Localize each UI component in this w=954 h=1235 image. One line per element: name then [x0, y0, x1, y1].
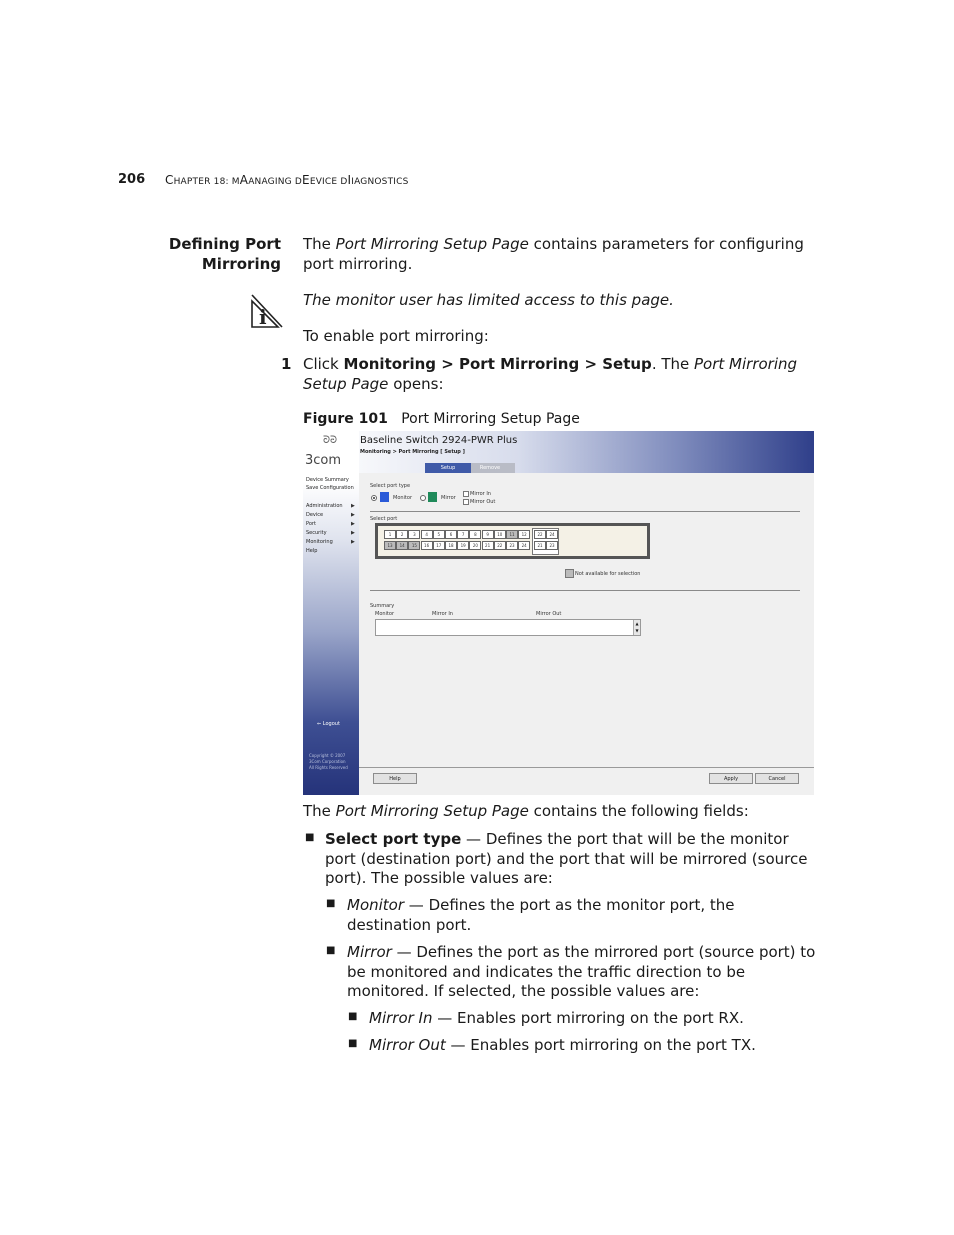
bullet3-text: — Defines the port as the mirrored port (source port) to be monitored and indicates the traffic direction to be monitored. If selected, the possible values are: — [347, 943, 816, 1000]
fields-intro — [303, 802, 749, 822]
bullet-mirror-out — [369, 1036, 756, 1056]
port-23[interactable]: 23 — [546, 541, 558, 550]
port-19[interactable]: 19 — [457, 541, 469, 550]
chevron-right-icon: ▶ — [351, 539, 355, 545]
intro-post: contains parameters for configuring port mirroring. — [303, 235, 804, 273]
port-4[interactable]: 4 — [421, 530, 433, 539]
apply-button[interactable]: Apply — [709, 773, 753, 784]
port-17[interactable]: 17 — [433, 541, 445, 550]
copyright-line3: All Rights Reserved — [309, 765, 348, 770]
page-number: 206 — [118, 172, 146, 187]
port-18[interactable]: 18 — [445, 541, 457, 550]
screenshot-sidebar — [303, 431, 359, 795]
chapter-header-d: E — [302, 173, 310, 187]
port-22[interactable]: 22 — [534, 530, 546, 539]
copyright — [309, 753, 348, 771]
step-mid: . The — [651, 355, 695, 373]
port-8[interactable]: 8 — [469, 530, 481, 539]
cancel-button[interactable]: Cancel — [755, 773, 799, 784]
monitor-label: Monitor — [393, 495, 413, 501]
port-23[interactable]: 23 — [506, 541, 518, 550]
bullet-marker: ■ — [305, 832, 315, 843]
port-12[interactable]: 12 — [518, 530, 530, 539]
note-text: The monitor user has limited access to this page. — [303, 291, 674, 309]
chevron-right-icon: ▶ — [351, 521, 355, 527]
port-panel — [375, 523, 650, 559]
mirror-out-label: Mirror Out — [470, 499, 496, 505]
port-15[interactable]: 15 — [408, 541, 420, 550]
figure-title: Port Mirroring Setup Page — [401, 411, 580, 427]
sidebar-link-device-summary[interactable]: Device Summary — [306, 477, 349, 483]
copyright-line1: Copyright © 2007 — [309, 753, 346, 758]
bullet2-italic: Monitor — [347, 896, 405, 914]
tab-setup[interactable]: Setup — [425, 463, 471, 473]
bullet1-text: — Defines the port that will be the monitor port (destination port) and the port that will be mirrored (source port). The possible values are: — [325, 830, 808, 887]
section-heading-line2: Mirroring — [201, 254, 281, 273]
step-post: opens: — [388, 374, 444, 393]
intro-italic: Port Mirroring Setup Page — [335, 235, 529, 253]
port-3[interactable]: 3 — [408, 530, 420, 539]
port-20[interactable]: 20 — [469, 541, 481, 550]
bullet1-bold: Select port type — [325, 830, 462, 848]
bullet-mirror-in — [369, 1009, 744, 1029]
fields-italic: Port Mirroring Setup Page — [335, 802, 529, 820]
sidebar-link-administration[interactable]: Administration — [306, 503, 343, 509]
logo-swirl-icon: ᘐᘒ — [323, 435, 338, 446]
chapter-header-sc1: HAPTER 18: M — [173, 177, 240, 187]
divider — [370, 590, 800, 591]
chevron-right-icon: ▶ — [351, 503, 355, 509]
select-port-label: Select port — [370, 516, 398, 522]
port-16[interactable]: 16 — [421, 541, 433, 550]
step-pre: Click — [303, 355, 344, 373]
col-monitor: Monitor — [375, 611, 395, 617]
port-10[interactable]: 10 — [494, 530, 506, 539]
sidebar-link-security[interactable]: Security — [306, 530, 327, 536]
enable-text: To enable port mirroring: — [303, 327, 489, 345]
col-mirror-in: Mirror In — [432, 611, 453, 617]
sidebar-link-monitoring[interactable]: Monitoring — [306, 539, 333, 545]
port-5[interactable]: 5 — [433, 530, 445, 539]
step-number: 1 — [281, 355, 292, 373]
monitor-color-swatch — [380, 492, 389, 502]
select-port-type-label: Select port type — [370, 483, 411, 489]
port-21[interactable]: 21 — [534, 541, 546, 550]
fields-pre: The — [303, 802, 336, 820]
mirror-out-checkbox[interactable] — [463, 499, 469, 505]
sidebar-link-help[interactable]: Help — [306, 548, 318, 554]
intro-paragraph — [303, 235, 815, 274]
port-21[interactable]: 21 — [482, 541, 494, 550]
chapter-header-c: C — [165, 173, 174, 187]
info-note-icon — [250, 293, 284, 329]
bullet4-italic: Mirror In — [369, 1009, 433, 1027]
port-9[interactable]: 9 — [482, 530, 494, 539]
svg-text:i: i — [259, 305, 267, 329]
logout-link[interactable] — [317, 721, 340, 727]
port-13[interactable]: 13 — [384, 541, 396, 550]
port-14[interactable]: 14 — [396, 541, 408, 550]
footer-divider — [359, 767, 814, 768]
logout-label: Logout — [322, 721, 340, 727]
mirror-in-checkbox[interactable] — [463, 491, 469, 497]
scroll-down-icon: ▼ — [635, 628, 639, 633]
bullet-monitor — [347, 896, 817, 935]
bullet-marker: ■ — [326, 945, 336, 956]
bullet-marker: ■ — [348, 1011, 358, 1022]
chapter-header-d2: I — [347, 173, 352, 187]
port-24[interactable]: 24 — [546, 530, 558, 539]
step-text — [303, 355, 815, 394]
chapter-header — [165, 173, 409, 187]
port-6[interactable]: 6 — [445, 530, 457, 539]
port-24[interactable]: 24 — [518, 541, 530, 550]
breadcrumb: Monitoring > Port Mirroring [ Setup ] — [360, 449, 465, 455]
figure-label: Figure 101 — [303, 411, 388, 427]
bullet-mirror — [347, 943, 817, 1002]
mirror-color-swatch — [428, 492, 437, 502]
section-heading — [140, 235, 281, 274]
step-italic: Port Mirroring Setup Page — [303, 355, 798, 393]
mirror-radio[interactable] — [420, 495, 426, 501]
chapter-header-sc2: ANAGING D — [248, 177, 303, 187]
copyright-line2: 3Com Corporation — [309, 759, 346, 764]
col-mirror-out: Mirror Out — [536, 611, 562, 617]
summary-list[interactable] — [375, 619, 641, 636]
bullet-marker: ■ — [326, 898, 336, 909]
fields-post: contains the following fields: — [528, 802, 749, 820]
summary-scrollbar[interactable] — [633, 620, 640, 635]
bullet3-italic: Mirror — [347, 943, 392, 961]
logo-text: 3com — [305, 453, 342, 468]
scroll-up-icon: ▲ — [635, 621, 639, 626]
section-heading-line1: Defining Port — [168, 235, 281, 253]
screenshot-topbar — [359, 431, 814, 473]
port-11[interactable]: 11 — [506, 530, 518, 539]
tab-remove[interactable]: Remove — [465, 463, 515, 473]
chevron-right-icon: ▶ — [351, 530, 355, 536]
sidebar-link-device[interactable]: Device — [306, 512, 324, 518]
monitor-radio[interactable] — [371, 495, 377, 501]
port-1[interactable]: 1 — [384, 530, 396, 539]
port-2[interactable]: 2 — [396, 530, 408, 539]
chapter-header-m: A — [239, 173, 249, 187]
figure-caption — [303, 411, 580, 427]
bullet2-text: — Defines the port as the monitor port, the destination port. — [347, 896, 735, 934]
summary-label: Summary — [370, 603, 395, 609]
bullet-marker: ■ — [348, 1038, 358, 1049]
help-button[interactable]: Help — [373, 773, 417, 784]
sidebar-link-port[interactable]: Port — [306, 521, 316, 527]
sidebar-link-save-configuration[interactable]: Save Configuration — [306, 485, 354, 491]
bullet5-italic: Mirror Out — [369, 1036, 446, 1054]
chapter-header-sc3: EVICE D — [309, 177, 348, 187]
step-bold: Monitoring > Port Mirroring > Setup — [343, 355, 652, 373]
port-22[interactable]: 22 — [494, 541, 506, 550]
mirror-in-label: Mirror In — [470, 491, 491, 497]
not-available-swatch — [565, 569, 574, 578]
chevron-right-icon: ▶ — [351, 512, 355, 518]
mirror-label: Mirror — [441, 495, 456, 501]
bullet-select-port-type — [325, 830, 815, 889]
bullet5-text: — Enables port mirroring on the port TX. — [445, 1036, 756, 1054]
bullet4-text: — Enables port mirroring on the port RX. — [432, 1009, 744, 1027]
app-title: Baseline Switch 2924-PWR Plus — [360, 435, 518, 446]
not-available-label: Not available for selection — [575, 571, 641, 577]
logout-icon: ⇐ — [317, 721, 322, 727]
port-mirroring-screenshot — [303, 431, 814, 795]
intro-pre: The — [303, 235, 336, 253]
divider — [370, 511, 800, 512]
chapter-header-sc4: IAGNOSTICS — [351, 177, 409, 187]
port-7[interactable]: 7 — [457, 530, 469, 539]
